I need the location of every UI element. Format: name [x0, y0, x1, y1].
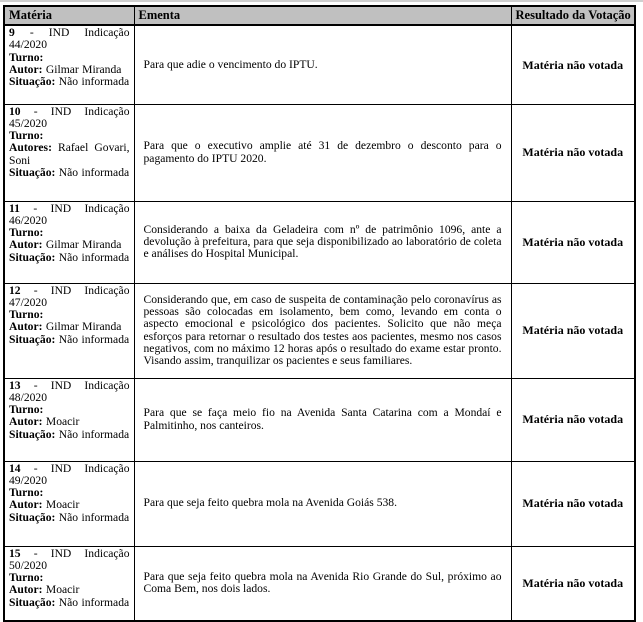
- materia-cell: [4, 546, 134, 621]
- materia-title: - IND Indicação 47/2020: [9, 283, 130, 309]
- situacao-value: Não informada: [58, 250, 130, 264]
- ementa-cell: Para que seja feito quebra mola na Avenida Rio Grande do Sul, próximo ao Coma Bem, nos dois lados.: [134, 546, 511, 621]
- resultado-cell: Matéria não votada: [511, 201, 635, 283]
- materia-number: 11: [9, 201, 20, 215]
- autor-label: Autor:: [9, 62, 43, 76]
- situacao-value: Não informada: [58, 427, 130, 441]
- materia-number: 15: [9, 546, 21, 560]
- column-header-ementa: Ementa: [134, 6, 511, 25]
- table-row: [4, 283, 635, 378]
- materia-number: 12: [9, 283, 21, 297]
- materia-cell: [4, 461, 134, 546]
- materia-cell: [4, 283, 134, 378]
- materia-cell: [4, 378, 134, 461]
- voting-results-table: [3, 5, 636, 622]
- autor-value: Gilmar Miranda: [45, 62, 122, 76]
- ementa-cell: Considerando a baixa da Geladeira com nº de patrimônio 1096, ante a devolução à prefeitura, para que seja disponibilizado ao laboratório de coleta e análises do Hospital Municipal.: [134, 201, 511, 283]
- autor-label: Autor:: [9, 583, 43, 597]
- autor-value: Rafael Govari, Soni: [9, 141, 130, 167]
- ementa-cell: Para que adie o vencimento do IPTU.: [134, 25, 511, 104]
- table-row: [4, 546, 635, 621]
- ementa-cell: Considerando que, em caso de suspeita de contaminação pelo coronavírus as pessoas são colocadas em isolamento, bem como, levando em conta o aspecto emocional e psicológico dos pacientes. Solicito que não meça esforços para retornar o resultado dos testes aos pacientes, mesmo nos casos negativos, com no máximo 12 horas após o resultado do exame estar pronto. Visando assim, tranquilizar os pacientes e seus familiares.: [134, 283, 511, 378]
- situacao-value: Não informada: [58, 165, 130, 179]
- table-row: [4, 378, 635, 461]
- turno-label: Turno:: [9, 486, 44, 500]
- column-header-materia: Matéria: [4, 6, 134, 25]
- materia-number: 14: [9, 461, 21, 475]
- autor-value: Gilmar Miranda: [45, 238, 122, 252]
- resultado-cell: Matéria não votada: [511, 283, 635, 378]
- autor-value: Gilmar Miranda: [45, 320, 122, 334]
- situacao-label: Situação:: [9, 165, 56, 179]
- autor-label: Autores:: [9, 141, 52, 155]
- materia-title: - IND Indicação 49/2020: [9, 461, 130, 487]
- autor-label: Autor:: [9, 415, 43, 429]
- autor-label: Autor:: [9, 238, 43, 252]
- materia-cell: [4, 104, 134, 201]
- table-row: [4, 461, 635, 546]
- materia-cell: [4, 201, 134, 283]
- materia-title: - IND Indicação 45/2020: [9, 104, 130, 130]
- table-body: [4, 25, 635, 621]
- turno-label: Turno:: [9, 50, 44, 64]
- turno-label: Turno:: [9, 129, 44, 143]
- page-top-divider: [0, 0, 643, 2]
- situacao-label: Situação:: [9, 510, 56, 524]
- situacao-value: Não informada: [58, 595, 130, 609]
- autor-value: Moacir: [45, 415, 80, 429]
- materia-title: - IND Indicação 48/2020: [9, 378, 130, 404]
- autor-value: Moacir: [45, 583, 80, 597]
- situacao-label: Situação:: [9, 75, 56, 89]
- situacao-label: Situação:: [9, 332, 56, 346]
- resultado-cell: Matéria não votada: [511, 104, 635, 201]
- materia-number: 10: [9, 104, 21, 118]
- situacao-value: Não informada: [58, 332, 130, 346]
- turno-label: Turno:: [9, 308, 44, 322]
- resultado-cell: Matéria não votada: [511, 25, 635, 104]
- materia-cell: [4, 25, 134, 104]
- materia-title: - IND Indicação 44/2020: [9, 26, 130, 52]
- turno-label: Turno:: [9, 571, 44, 585]
- table-row: [4, 201, 635, 283]
- materia-number: 13: [9, 378, 21, 392]
- autor-label: Autor:: [9, 320, 43, 334]
- situacao-label: Situação:: [9, 595, 56, 609]
- situacao-label: Situação:: [9, 250, 56, 264]
- ementa-cell: Para que o executivo amplie até 31 de dezembro o desconto para o pagamento do IPTU 2020.: [134, 104, 511, 201]
- ementa-cell: Para que se faça meio fio na Avenida Santa Catarina com a Mondaí e Palmitinho, nos canteiros.: [134, 378, 511, 461]
- table-row: [4, 25, 635, 104]
- column-header-resultado: Resultado da Votação: [511, 6, 635, 25]
- materia-title: - IND Indicação 46/2020: [9, 201, 130, 227]
- situacao-label: Situação:: [9, 427, 56, 441]
- resultado-cell: Matéria não votada: [511, 461, 635, 546]
- resultado-cell: Matéria não votada: [511, 546, 635, 621]
- resultado-cell: Matéria não votada: [511, 378, 635, 461]
- materia-title: - IND Indicação 50/2020: [9, 546, 130, 572]
- autor-label: Autor:: [9, 498, 43, 512]
- table-row: [4, 104, 635, 201]
- situacao-value: Não informada: [58, 510, 130, 524]
- turno-label: Turno:: [9, 403, 44, 417]
- ementa-cell: Para que seja feito quebra mola na Avenida Goiás 538.: [134, 461, 511, 546]
- materia-number: 9: [9, 26, 15, 39]
- autor-value: Moacir: [45, 498, 80, 512]
- turno-label: Turno:: [9, 226, 44, 240]
- situacao-value: Não informada: [58, 75, 130, 89]
- table-header-row: [4, 6, 635, 25]
